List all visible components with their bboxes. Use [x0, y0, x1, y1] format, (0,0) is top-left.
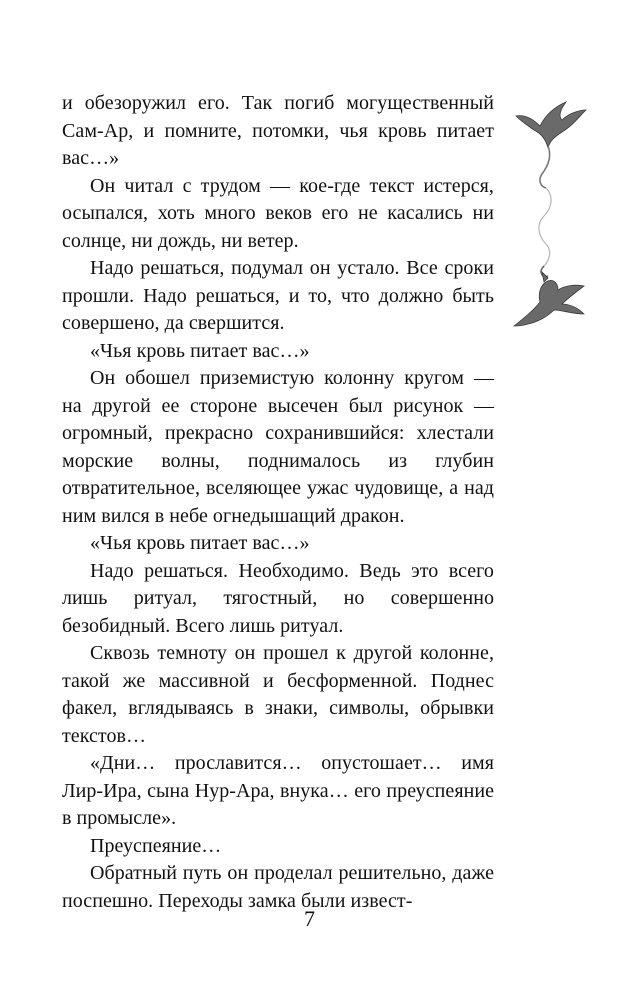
paragraph: Обратный путь он проделал решительно, даже поспешно. Переходы замка были извест- — [62, 862, 494, 912]
paragraph-quote: «Дни… прославится… опустошает… имя Лир-Ира, сына Нур-Ара, внука… его преуспеяние в промысле». — [62, 752, 494, 829]
paragraph: Сквозь темноту он прошел к другой колонне, такой же массивной и бесформенной. Поднес факел, вглядываясь в знаки, символы, обрывки текстов… — [62, 642, 494, 747]
dragon-ornament-icon — [508, 96, 588, 336]
paragraph: Преуспеяние… — [90, 834, 222, 857]
upper-dragon-icon — [516, 102, 586, 188]
lower-dragon-icon — [514, 266, 584, 326]
paragraph: Надо решаться. Необходимо. Ведь это всего лишь ритуал, тягостный, но совершенно безобидный. Всего лишь ритуал. — [62, 559, 494, 637]
tail-swirl-icon — [539, 188, 551, 266]
paragraph-quote: «Чья кровь питает вас…» — [90, 532, 310, 554]
paragraph-continuation: и обезоружил его. Так погиб могущественный Сам-Ар, и помните, потомки, чья кровь питает вас…» — [62, 92, 494, 169]
paragraph-quote: «Чья кровь питает вас…» — [90, 339, 310, 362]
paragraph: Он читал с трудом — кое-где текст истерся, осыпался, хоть много веков его не касались ни солнце, ни дождь, ни ветер. — [62, 174, 494, 252]
page-number: 7 — [304, 906, 315, 931]
paragraph: Он обошел приземистую колонну кругом — на другой ее стороне высечен был рисунок — огромный, прекрасно сохранившийся: хлестали морские волны, поднималось из глубин отвратительное, вселяющее ужас чудовище, а над ним вился в небе огнедышащий дракон. — [62, 367, 494, 527]
body-text — [62, 90, 494, 915]
paragraph: Надо решаться, подумал он устало. Все сроки прошли. Надо решаться, и то, что должно быть совершено, да свершится. — [62, 257, 494, 334]
